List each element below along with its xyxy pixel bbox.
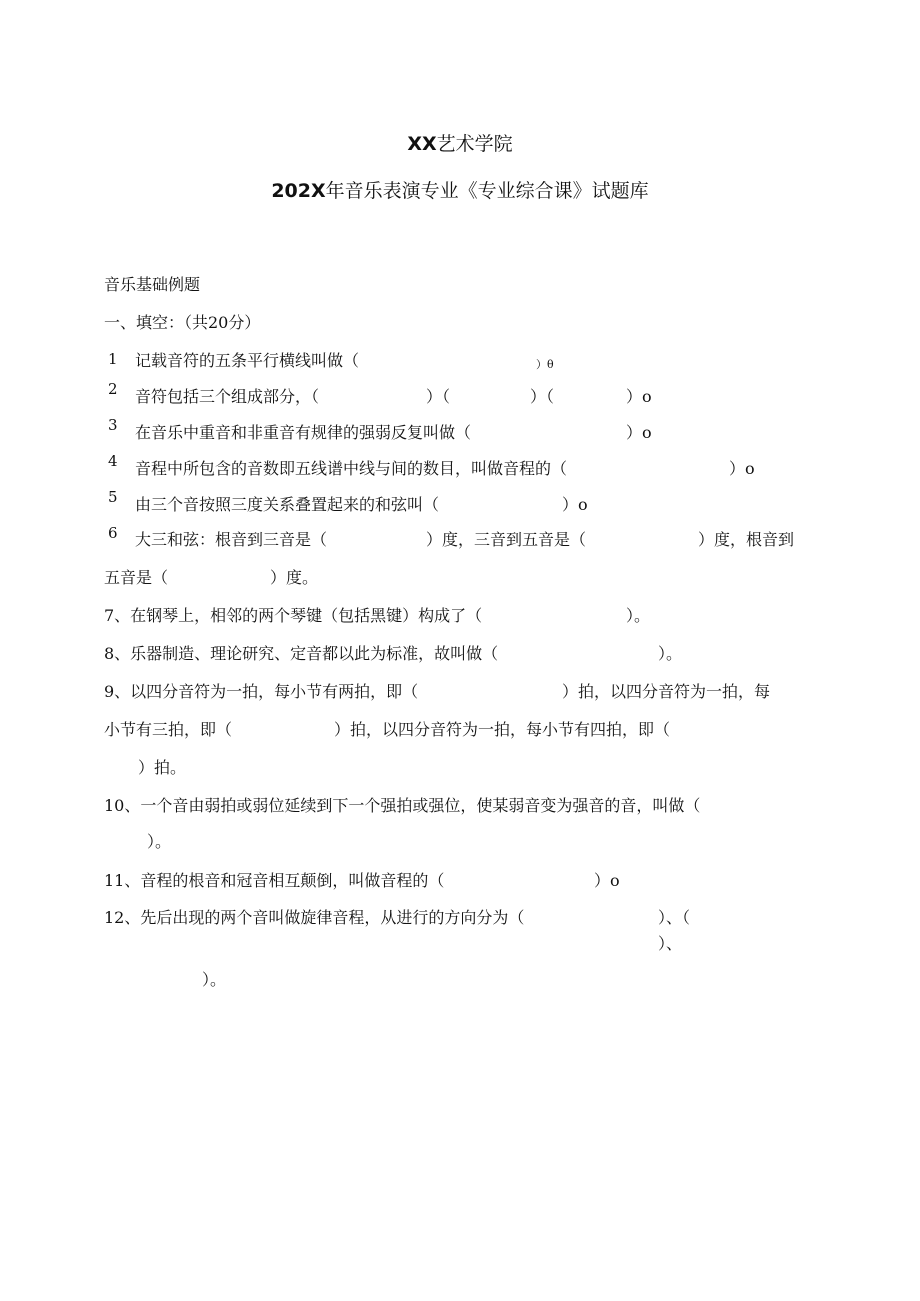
question-text: 五音是（ bbox=[104, 568, 169, 587]
question-number: 4 bbox=[108, 452, 118, 470]
question-number: 2 bbox=[108, 380, 118, 398]
question-text: 记载音符的五条平行横线叫做（ bbox=[135, 351, 360, 370]
question-text: ）度。 bbox=[270, 568, 319, 587]
question-text: ）拍，以四分音符为一拍，每小节有四拍，即（ bbox=[334, 720, 671, 739]
part-title: 一、填空：（共20分） bbox=[104, 313, 261, 332]
blank-close: ）。 bbox=[626, 606, 651, 625]
question-text: ）拍，以四分音符为一拍，每 bbox=[562, 682, 771, 701]
blank-close: ）。 bbox=[147, 832, 172, 851]
question-text: 7、在钢琴上，相邻的两个琴键（包括黑键）构成了（ bbox=[104, 606, 483, 625]
blank-close: ）o bbox=[729, 459, 755, 478]
question-number: 1 bbox=[108, 350, 118, 368]
question-text: 9、以四分音符为一拍，每小节有两拍，即（ bbox=[104, 682, 419, 701]
blank-close: ）o bbox=[626, 423, 652, 442]
blank-close: ）（ bbox=[426, 387, 451, 406]
blank-close: ）。 bbox=[658, 644, 683, 663]
blank-close: ）o bbox=[626, 387, 652, 406]
question-text: 由三个音按照三度关系叠置起来的和弦叫（ bbox=[135, 495, 440, 514]
question-number: 3 bbox=[108, 416, 118, 434]
question-text: 12、先后出现的两个音叫做旋律音程，从进行的方向分为（ bbox=[104, 908, 525, 927]
question-text: 小节有三拍，即（ bbox=[104, 720, 233, 739]
blank-close: ）、 bbox=[658, 934, 683, 953]
question-text: 大三和弦：根音到三音是（ bbox=[135, 530, 328, 549]
school-title: XX艺术学院 bbox=[407, 133, 513, 155]
question-text: 11、音程的根音和冠音相互颠倒，叫做音程的（ bbox=[104, 871, 445, 890]
section-title: 音乐基础例题 bbox=[104, 275, 201, 294]
question-number: 5 bbox=[108, 488, 118, 506]
question-text: 8、乐器制造、理论研究、定音都以此为标准，故叫做（ bbox=[104, 644, 499, 663]
question-text: 10、一个音由弱拍或弱位延续到下一个强拍或强位，使某弱音变为强音的音，叫做（ bbox=[104, 796, 701, 815]
blank-close: ）o bbox=[594, 871, 620, 890]
question-number: 6 bbox=[108, 524, 118, 542]
blank-close: ）。 bbox=[202, 970, 227, 989]
question-text: 音符包括三个组成部分，（ bbox=[135, 387, 320, 406]
question-text: ）度，三音到五音是（ bbox=[426, 530, 587, 549]
question-text: ）度，根音到 bbox=[698, 530, 795, 549]
blank-close: ）θ bbox=[536, 358, 554, 371]
blank-close: ）、（ bbox=[658, 908, 691, 927]
question-text: 在音乐中重音和非重音有规律的强弱反复叫做（ bbox=[135, 423, 472, 442]
question-text: 音程中所包含的音数即五线谱中线与间的数目，叫做音程的（ bbox=[135, 459, 568, 478]
question-text: ）拍。 bbox=[138, 758, 187, 777]
exam-title: 202X年音乐表演专业《专业综合课》试题库 bbox=[271, 180, 649, 202]
blank-close: ）o bbox=[562, 495, 588, 514]
blank-close: ）（ bbox=[530, 387, 555, 406]
